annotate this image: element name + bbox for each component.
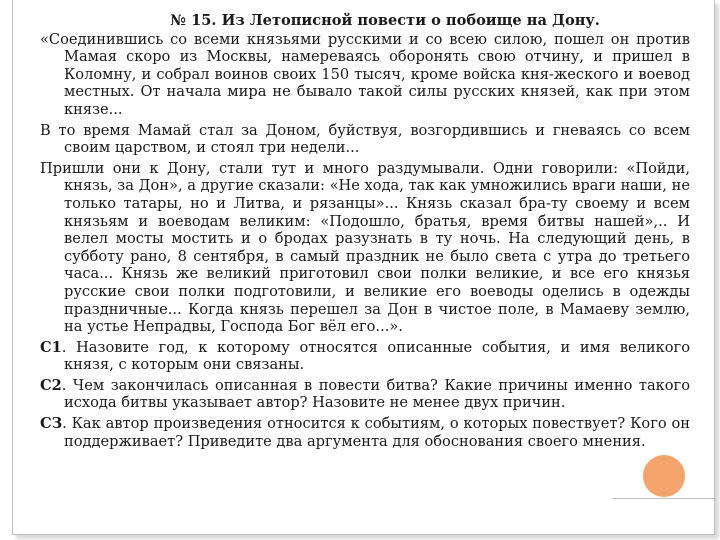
page-title: № 15. Из Летописной повести о побоище на Дону. xyxy=(170,12,600,29)
question-label: С1 xyxy=(40,338,62,356)
document-body xyxy=(40,12,690,453)
question-text: . Назовите год, к которому относятся описанные события, и имя великого князя, с которым они связаны. xyxy=(61,338,690,374)
question-label: СЗ xyxy=(40,415,63,433)
decorative-circle xyxy=(643,455,685,497)
question-text: . Чем закончилась описанная в повести битва? Какие причины именно такого исхода битвы указывает автор? Назовите не менее двух причин. xyxy=(61,376,690,412)
paragraph-1: «Соединившись со всеми князьями русскими и со всею силою, пошел он против Мамая скоро из Москвы, намереваясь оборонять свою отчину, и пришел в Коломну, и собрал воинов своих 150 тысяч, кроме войска кня-жеского и воевод местных. От начала мира не бывало такой силы русских князей, как при этом князе... xyxy=(40,30,690,118)
question-label: С2 xyxy=(40,376,62,394)
decorative-line xyxy=(612,498,716,499)
question-text: . Как автор произведения относится к событиям, о которых повествует? Кого он поддерживает? Приведите два аргумента для обоснования своего мнения. xyxy=(62,415,690,450)
question-c2 xyxy=(40,377,690,412)
question-c1 xyxy=(40,339,690,374)
paragraph-3: Пришли они к Дону, стали тут и много раздумывали. Одни говорили: «Пойди, князь, за Дон», а другие сказали: «Не хода, так как умножились враги наши, не только татары, но и Литва, и рязанцы»... Князь сказал бра-ту своему и всем князьям и воеводам великим: «Подошло, братья, время битвы нашей»,.. И велел мосты мостить и о бродах разузнать в ту ночь. На следующий день, в субботу рано, 8 сентября, в самый праздник не было света с утра до третьего часа... Князь же великий приготовил свои полки великие, и все его князья русские свои полки подготовили, и великие его воеводы оделись в одежды праздничные... Когда князь перешел за Дон в чистое поле, в Мамаеву землю, на устье Непрадвы, Господа Бог вёл его...». xyxy=(40,159,690,336)
paragraph-2: В то время Мамай стал за Доном, буйствуя, возгордившись и гневаясь со всем своим царством, и стоял три недели... xyxy=(40,121,690,157)
question-c3 xyxy=(40,415,690,450)
